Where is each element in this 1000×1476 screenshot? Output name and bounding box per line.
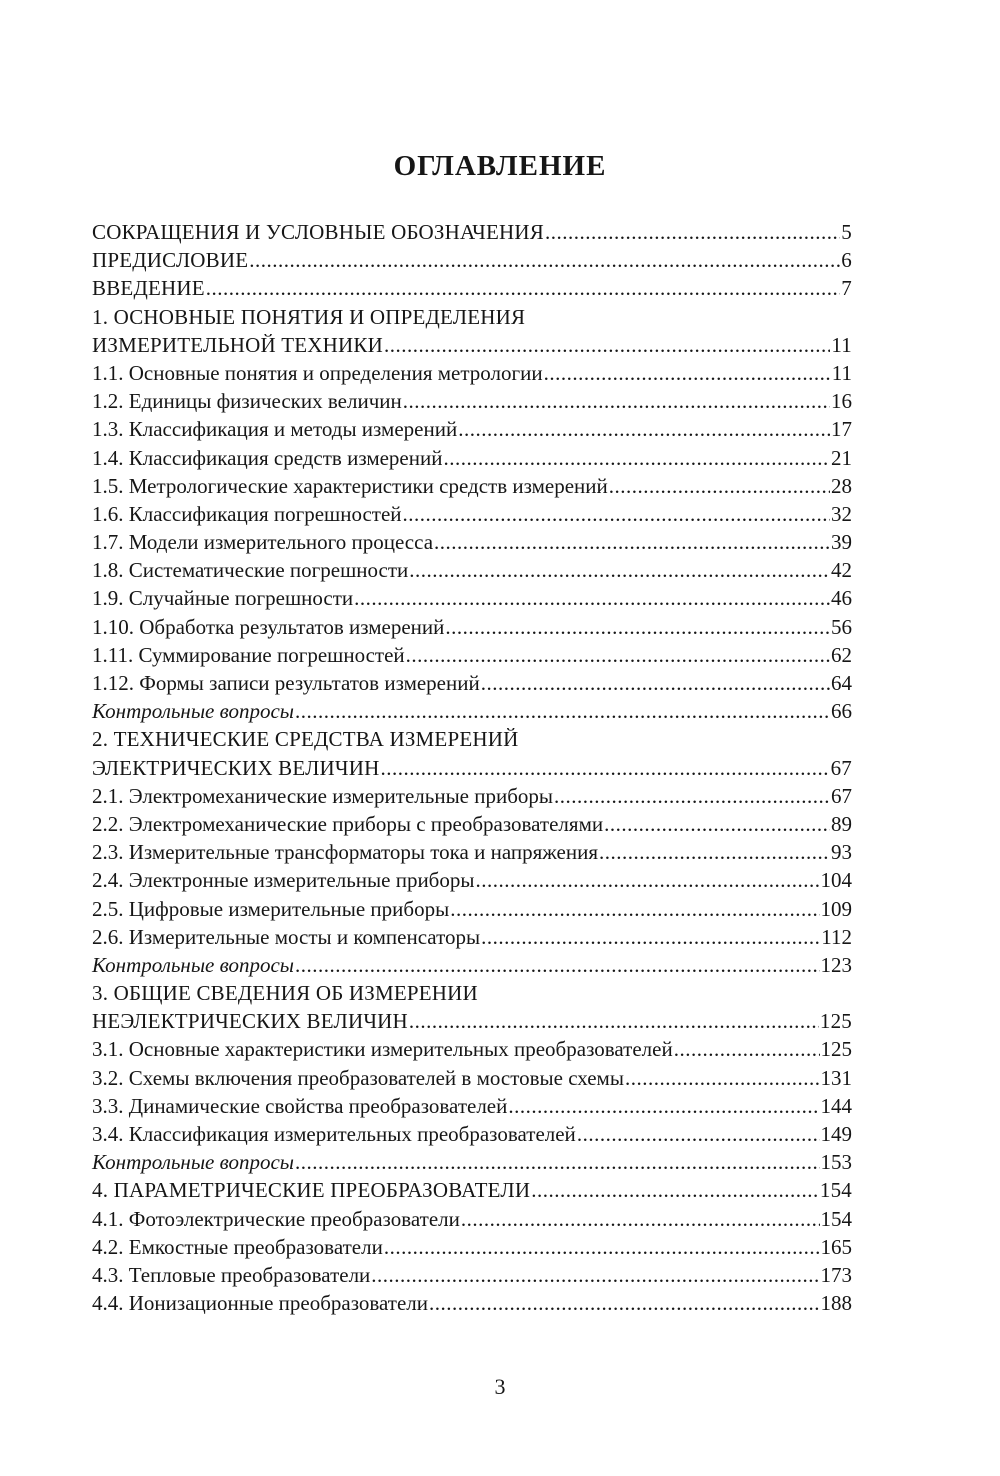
toc-entry-label: ПРЕДИСЛОВИЕ <box>92 248 249 273</box>
toc-entry[interactable] <box>92 1205 852 1233</box>
toc-entry[interactable] <box>92 415 852 443</box>
toc-entry-label: 4.1. Фотоэлектрические преобразователи <box>92 1206 460 1231</box>
toc-page-number: 173 <box>820 1262 852 1287</box>
toc-entry-review-questions[interactable] <box>92 1148 852 1176</box>
toc-entry-label: 2. ТЕХНИЧЕСКИЕ СРЕДСТВА ИЗМЕРЕНИЙ <box>92 727 519 752</box>
toc-entry-label: 1.3. Классификация и методы измерений <box>92 417 458 442</box>
toc-entry[interactable] <box>92 1233 852 1261</box>
toc-leader-dots <box>458 415 830 443</box>
toc-entry-label: ВВЕДЕНИЕ <box>92 276 205 301</box>
toc-entry[interactable] <box>92 218 852 246</box>
toc-page-number: 188 <box>820 1291 852 1316</box>
toc-leader-dots <box>295 697 830 725</box>
toc-leader-dots <box>545 218 840 246</box>
toc-entry-label: 4.2. Емкостные преобразователи <box>92 1234 383 1259</box>
toc-entry[interactable] <box>92 584 852 612</box>
toc-entry[interactable] <box>92 274 852 302</box>
toc-leader-dots <box>554 782 830 810</box>
toc-entry-label: 1.6. Классификация погрешностей <box>92 501 402 526</box>
toc-entry-label: 1.9. Случайные погрешности <box>92 586 354 611</box>
toc-page-number: 62 <box>831 642 852 667</box>
toc-entry-label-continuation: ЭЛЕКТРИЧЕСКИХ ВЕЛИЧИН <box>92 755 380 780</box>
toc-leader-dots <box>403 500 830 528</box>
toc-entry[interactable] <box>92 810 852 838</box>
toc-page-number: 67 <box>831 783 852 808</box>
toc-leader-dots <box>295 1148 819 1176</box>
toc-entry-review-questions[interactable] <box>92 697 852 725</box>
toc-page-number: 16 <box>831 389 852 414</box>
toc-entry-label: 2.4. Электронные измерительные приборы <box>92 868 475 893</box>
toc-page-number: 109 <box>820 896 852 921</box>
toc-entry-label: 3.3. Динамические свойства преобразователей <box>92 1093 508 1118</box>
toc-leader-dots <box>384 1233 820 1261</box>
toc-leader-dots <box>609 472 830 500</box>
toc-page-number: 144 <box>820 1093 852 1118</box>
toc-leader-dots <box>475 866 819 894</box>
toc-leader-dots <box>384 331 830 359</box>
toc-page-number: 123 <box>820 952 852 977</box>
toc-entry-label: 1.12. Формы записи результатов измерений <box>92 671 480 695</box>
toc-page-number: 149 <box>820 1122 852 1146</box>
toc-entry-label: 3.4. Классификация измерительных преобразователей <box>92 1122 576 1146</box>
toc-page-number: 42 <box>831 558 852 583</box>
toc-page-number: 131 <box>820 1065 852 1090</box>
toc-leader-dots <box>544 359 831 387</box>
toc-chapter-heading[interactable] <box>92 303 852 331</box>
toc-entry[interactable] <box>92 754 852 782</box>
toc-leader-dots <box>445 613 830 641</box>
toc-entry-label: 3.1. Основные характеристики измерительных преобразователей <box>92 1037 673 1062</box>
toc-leader-dots <box>295 951 819 979</box>
toc-entry[interactable] <box>92 331 852 359</box>
toc-entry-label: 4. ПАРАМЕТРИЧЕСКИЕ ПРЕОБРАЗОВАТЕЛИ <box>92 1178 531 1203</box>
toc-page-number: 66 <box>831 699 852 724</box>
toc-entry[interactable] <box>92 246 852 274</box>
toc-entry-label: 3.2. Схемы включения преобразователей в мостовые схемы <box>92 1065 624 1090</box>
toc-entry-label: 1.5. Метрологические характеристики средств измерений <box>92 473 608 498</box>
toc-entry[interactable] <box>92 1064 852 1092</box>
toc-entry-label: 1. ОСНОВНЫЕ ПОНЯТИЯ И ОПРЕДЕЛЕНИЯ <box>92 304 526 329</box>
toc-leader-dots <box>481 669 830 697</box>
toc-leader-dots <box>409 1007 819 1035</box>
toc-entry-label: 1.7. Модели измерительного процесса <box>92 530 434 555</box>
toc-entry-label: 3. ОБЩИЕ СВЕДЕНИЯ ОБ ИЗМЕРЕНИИ <box>92 981 478 1006</box>
toc-entry[interactable] <box>92 1092 852 1120</box>
toc-entry[interactable] <box>92 500 852 528</box>
table-of-contents <box>92 218 852 1317</box>
toc-leader-dots <box>604 810 830 838</box>
toc-entry-label-continuation: ИЗМЕРИТЕЛЬНОЙ ТЕХНИКИ <box>92 332 383 357</box>
toc-entry-label: 1.2. Единицы физических величин <box>92 389 402 414</box>
toc-entry-label-continuation: НЕЭЛЕКТРИЧЕСКИХ ВЕЛИЧИН <box>92 1009 408 1034</box>
toc-entry-label: 4.4. Ионизационные преобразователи <box>92 1291 429 1316</box>
toc-entry[interactable] <box>92 641 852 669</box>
toc-page-number: 112 <box>821 924 852 949</box>
toc-entry[interactable] <box>92 359 852 387</box>
toc-page-number: 154 <box>820 1206 852 1231</box>
toc-entry-label: 1.1. Основные понятия и определения метрологии <box>92 360 543 385</box>
toc-leader-dots <box>403 387 830 415</box>
toc-page-number: 7 <box>841 276 852 301</box>
toc-entry[interactable] <box>92 923 852 951</box>
toc-page-number: 5 <box>841 220 852 244</box>
toc-leader-dots <box>531 1176 819 1204</box>
toc-leader-dots <box>450 895 819 923</box>
toc-leader-dots <box>354 584 830 612</box>
toc-leader-dots <box>409 556 830 584</box>
toc-page-number: 46 <box>831 586 852 611</box>
toc-leader-dots <box>625 1064 820 1092</box>
page-number: 3 <box>494 1374 506 1399</box>
toc-leader-dots <box>443 444 830 472</box>
toc-entry[interactable] <box>92 1120 852 1148</box>
toc-chapter-heading[interactable] <box>92 725 852 753</box>
toc-page-number: 165 <box>820 1234 852 1259</box>
toc-leader-dots <box>674 1035 820 1063</box>
toc-entry-label: 2.6. Измерительные мосты и компенсаторы <box>92 924 481 949</box>
toc-page-number: 125 <box>820 1037 852 1062</box>
toc-page-number: 104 <box>820 868 852 893</box>
toc-page-number: 11 <box>831 360 852 385</box>
toc-entry-label: СОКРАЩЕНИЯ И УСЛОВНЫЕ ОБОЗНАЧЕНИЯ <box>92 220 544 244</box>
toc-entry-label: Контрольные вопросы <box>92 1150 295 1175</box>
toc-entry-review-questions[interactable] <box>92 951 852 979</box>
toc-leader-dots <box>371 1261 819 1289</box>
toc-page-number: 6 <box>841 248 852 273</box>
toc-page-number: 11 <box>831 332 852 357</box>
toc-entry-label: Контрольные вопросы <box>92 699 295 724</box>
toc-leader-dots <box>508 1092 819 1120</box>
toc-entry[interactable] <box>92 1289 852 1317</box>
toc-entry-label: 1.10. Обработка результатов измерений <box>92 614 445 639</box>
toc-entry[interactable] <box>92 556 852 584</box>
toc-entry-label: 2.5. Цифровые измерительные приборы <box>92 896 450 921</box>
toc-leader-dots <box>599 838 830 866</box>
toc-page-number: 17 <box>831 417 852 442</box>
toc-entry[interactable] <box>92 387 852 415</box>
toc-page-number: 39 <box>831 530 852 555</box>
toc-page-number: 32 <box>831 501 852 526</box>
toc-page-number: 67 <box>830 755 852 780</box>
toc-leader-dots <box>206 274 841 302</box>
toc-leader-dots <box>577 1120 820 1148</box>
toc-page-number: 28 <box>831 473 852 498</box>
toc-entry[interactable] <box>92 528 852 556</box>
toc-entry[interactable] <box>92 1035 852 1063</box>
toc-leader-dots <box>249 246 840 274</box>
toc-entry[interactable] <box>92 866 852 894</box>
toc-entry[interactable] <box>92 838 852 866</box>
toc-entry[interactable] <box>92 472 852 500</box>
toc-leader-dots <box>406 641 830 669</box>
toc-page-number: 125 <box>819 1009 852 1034</box>
toc-leader-dots <box>434 528 830 556</box>
toc-page-number: 64 <box>831 671 852 695</box>
toc-leader-dots <box>429 1289 819 1317</box>
toc-entry[interactable] <box>92 1176 852 1204</box>
toc-entry-label: 2.1. Электромеханические измерительные приборы <box>92 783 554 808</box>
toc-page-number: 56 <box>831 614 852 639</box>
toc-entry[interactable] <box>92 1007 852 1035</box>
toc-leader-dots <box>481 923 820 951</box>
toc-entry-label: 1.11. Суммирование погрешностей <box>92 642 405 667</box>
toc-entry-label: Контрольные вопросы <box>92 952 295 977</box>
toc-page-number: 89 <box>831 811 852 836</box>
toc-leader-dots <box>461 1205 820 1233</box>
toc-page-number: 21 <box>831 445 852 470</box>
toc-entry[interactable] <box>92 613 852 641</box>
toc-entry-label: 2.2. Электромеханические приборы с преобразователями <box>92 811 604 836</box>
toc-entry-label: 1.4. Классификация средств измерений <box>92 445 443 470</box>
toc-entry[interactable] <box>92 669 852 697</box>
toc-page-number: 93 <box>831 840 852 865</box>
toc-entry-label: 4.3. Тепловые преобразователи <box>92 1262 371 1287</box>
toc-entry-label: 1.8. Систематические погрешности <box>92 558 409 583</box>
toc-page-number: 153 <box>820 1150 852 1175</box>
toc-page-number: 154 <box>819 1178 852 1203</box>
page-title: ОГЛАВЛЕНИЕ <box>393 150 607 182</box>
toc-entry[interactable] <box>92 782 852 810</box>
toc-entry[interactable] <box>92 895 852 923</box>
toc-entry[interactable] <box>92 1261 852 1289</box>
toc-chapter-heading[interactable] <box>92 979 852 1007</box>
toc-entry-label: 2.3. Измерительные трансформаторы тока и напряжения <box>92 840 598 865</box>
toc-leader-dots <box>381 754 830 782</box>
toc-entry[interactable] <box>92 444 852 472</box>
